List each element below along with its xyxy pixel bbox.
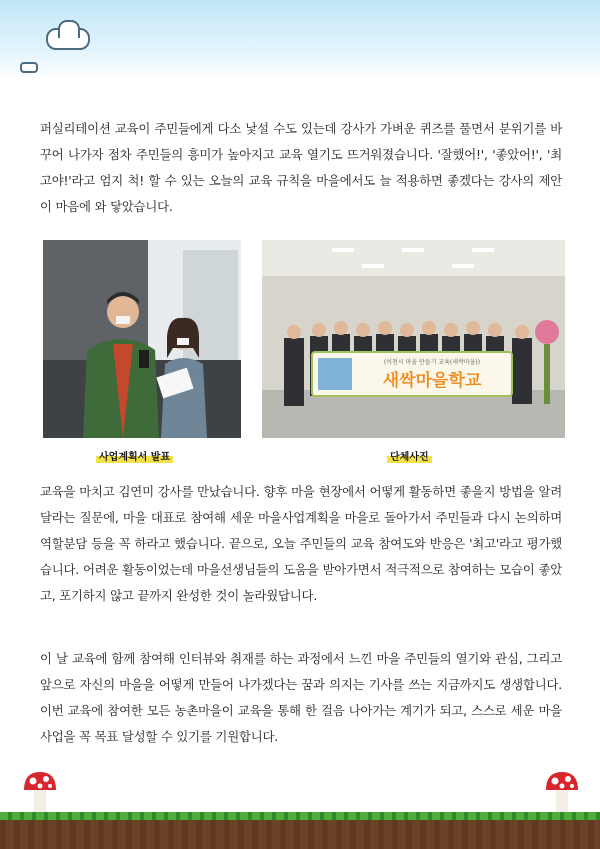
presentation-photo-illustration (43, 240, 241, 438)
mushroom-icon (22, 770, 58, 814)
cloud-icon (46, 28, 90, 50)
group-photo-illustration (262, 240, 565, 438)
caption-group-photo: 단체사진 (387, 448, 432, 463)
sky-header (0, 0, 600, 78)
mushroom-icon (544, 770, 580, 814)
banner-small-text: (이천시 마을 만들기 교육(새싹마을)) (383, 359, 481, 366)
grass-strip (0, 812, 600, 820)
banner-title: 새싹마을학교 (382, 371, 482, 391)
paragraph-1: 퍼실리테이션 교육이 주민들에게 다소 낯설 수도 있는데 강사가 가벼운 퀴즈를 풀면서 분위기를 바꾸어 나가자 점차 주민들의 흥미가 높아지고 교육 열기도 뜨거워졌습니다. '잘했어!', '좋았어!', '최고야!'라고 엄지 척! 할 수 있는 오늘의 교육 규칙을 마을에서도 늘 적용하면 좋겠다는 강사의 제안이 마음에 와 닿았습니다. (40, 121, 562, 214)
photo-business-plan-presentation (43, 240, 241, 438)
photo-group (262, 240, 565, 438)
dirt-ground (0, 820, 600, 849)
paragraph-2: 교육을 마치고 김연미 강사를 만났습니다. 향후 마을 현장에서 어떻게 활동하면 좋을지 방법을 알려달라는 질문에, 마을 대표로 참여해 세운 마을사업계획을 마을로 돌아가서 주민들과 다시 논의하며 역할분담 등을 꼭 하라고 했습니다. 끝으로, 오늘 주민들의 교육 참여도와 반응은 '최고'라고 평가했습니다. 어려운 활동이었는데 마을선생님들의 도움을 받아가면서 적극적으로 참여하는 모습이 좋았고, 포기하지 않고 끝까지 완성한 것이 놀라웠답니다. (40, 484, 562, 603)
paragraph-3: 이 날 교육에 함께 참여해 인터뷰와 취재를 하는 과정에서 느낀 마을 주민들의 열기와 관심, 그리고 앞으로 자신의 마을을 어떻게 만들어 나가겠다는 꿈과 의지는 기사를 쓰는 지금까지도 생생합니다. 이번 교육에 참여한 모든 농촌마을이 교육을 통해 한 걸음 나아가는 계기가 되고, 스스로 세운 마을사업을 꼭 목표 달성할 수 있기를 기원합니다. (40, 651, 562, 744)
small-cloud-icon (20, 62, 38, 73)
caption-business-plan: 사업계획서 발표 (96, 448, 173, 463)
